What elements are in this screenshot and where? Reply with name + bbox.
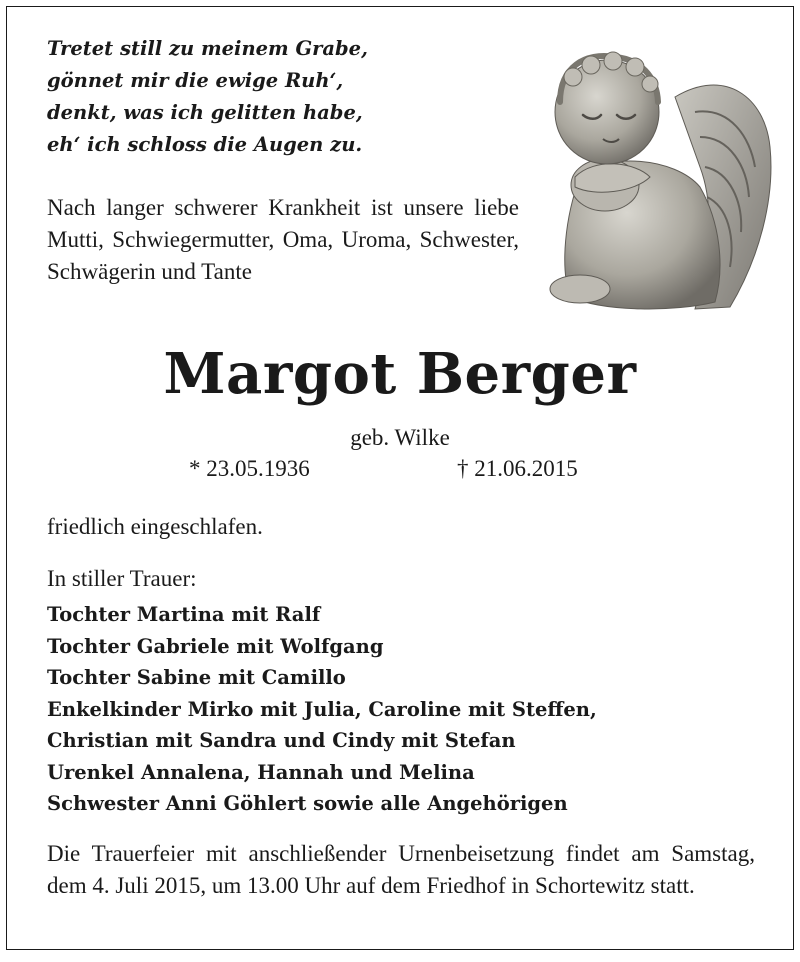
family-entry: Schwester Anni Göhlert sowie alle Angehörigen <box>47 792 568 815</box>
family-entry: Tochter Sabine mit Camillo <box>47 666 346 689</box>
poem-line: denkt, was ich gelitten habe, <box>47 101 363 124</box>
angel-figurine-image <box>525 27 775 317</box>
poem <box>47 33 368 161</box>
service-info: Die Trauerfeier mit anschließender Urnenbeisetzung findet am Samstag, dem 4. Juli 2015, um 13.00 Uhr auf dem Friedhof in Schortewitz statt. <box>47 841 755 898</box>
maiden-name: geb. Wilke <box>350 425 450 450</box>
obituary-notice <box>6 6 794 950</box>
mourning-intro: In stiller Trauer: <box>47 566 197 591</box>
passing-phrase: friedlich eingeschlafen. <box>47 514 263 539</box>
family-entry: Tochter Gabriele mit Wolfgang <box>47 634 384 658</box>
birth-date: * 23.05.1936 <box>189 456 310 481</box>
intro-text: Nach langer schwerer Krankheit ist unsere liebe Mutti, Schwiegermutter, Oma, Uroma, Schwester, Schwägerin und Tante <box>47 195 519 284</box>
poem-line: Tretet still zu meinem Grabe, <box>47 37 368 60</box>
death-date: † 21.06.2015 <box>457 456 578 481</box>
family-entry: Christian mit Sandra und Cindy mit Stefan <box>47 729 516 752</box>
family-entry: Urenkel Annalena, Hannah und Melina <box>47 760 475 784</box>
poem-line: eh‘ ich schloss die Augen zu. <box>47 133 363 156</box>
family-entry: Enkelkinder Mirko mit Julia, Caroline mit Steffen, <box>47 697 597 721</box>
family-entry: Tochter Martina mit Ralf <box>47 603 321 626</box>
family-list <box>47 599 597 820</box>
poem-line: gönnet mir die ewige Ruh‘, <box>47 69 344 92</box>
deceased-name: Margot Berger <box>163 341 637 407</box>
